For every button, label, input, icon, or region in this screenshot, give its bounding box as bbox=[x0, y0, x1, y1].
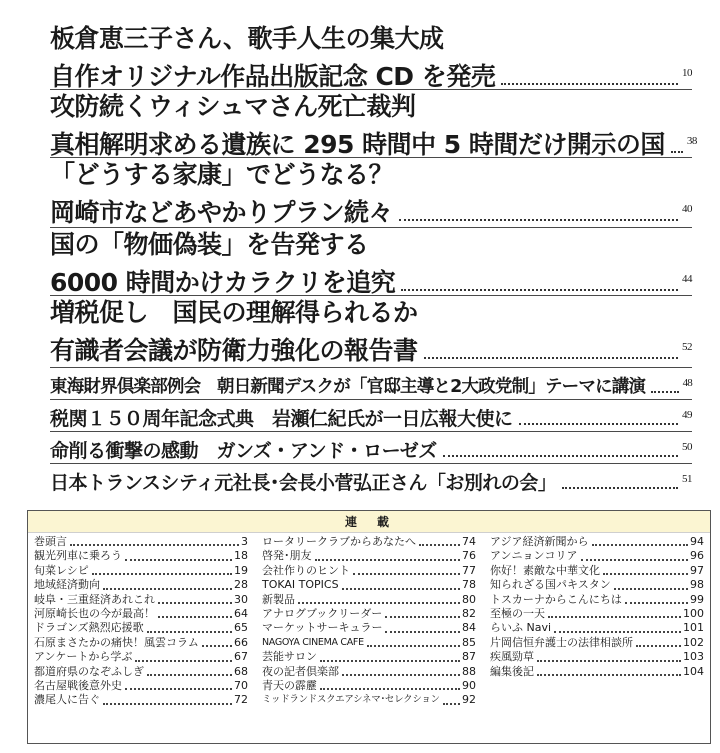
leader-dots bbox=[625, 602, 688, 604]
leader-dots bbox=[443, 455, 678, 457]
page-number: 77 bbox=[462, 563, 476, 577]
leader-dots bbox=[401, 289, 678, 291]
leader-dots bbox=[158, 616, 232, 618]
leader-dots bbox=[147, 674, 232, 676]
serial-item-title: TOKAI TOPICS bbox=[262, 578, 339, 592]
leader-dots bbox=[424, 357, 678, 359]
serial-item-title: ドラゴンズ熱烈応援歌 bbox=[34, 621, 144, 635]
toc-entry[interactable] bbox=[50, 368, 692, 400]
page-number: 66 bbox=[234, 635, 248, 649]
toc-title-line: 6000 時間かけカラクリを追究 44 bbox=[50, 262, 692, 300]
page-number: 101 bbox=[683, 621, 704, 635]
page-number: 76 bbox=[462, 549, 476, 563]
leader-dots bbox=[353, 573, 460, 575]
serial-item-title: マーケットサーキュラー bbox=[262, 621, 383, 635]
serial-item[interactable] bbox=[262, 693, 476, 707]
page-number: 65 bbox=[234, 621, 248, 635]
toc-title-line: 国の「物価偽装」を告発する bbox=[50, 230, 369, 259]
page-number: 99 bbox=[690, 592, 704, 606]
leader-dots bbox=[399, 219, 678, 221]
serial-item[interactable] bbox=[34, 564, 248, 578]
toc-entry[interactable] bbox=[50, 400, 692, 432]
toc-title-line: 命削る衝撃の感動 ガンズ・アンド・ローゼズ 50 bbox=[50, 432, 692, 466]
leader-dots bbox=[320, 688, 460, 690]
serial-item-title: 観光列車に乗ろう bbox=[34, 549, 122, 563]
page-number: 72 bbox=[234, 693, 248, 707]
serial-item-title: アンニョンコリア bbox=[490, 549, 578, 563]
toc-entry[interactable] bbox=[50, 296, 692, 368]
page-number: 78 bbox=[462, 578, 476, 592]
page-number: 67 bbox=[234, 650, 248, 664]
leader-dots bbox=[519, 423, 678, 425]
page-number: 74 bbox=[462, 535, 476, 548]
leader-dots bbox=[592, 544, 688, 546]
page-number: 96 bbox=[690, 549, 704, 563]
serial-item[interactable] bbox=[34, 693, 248, 707]
page-number: 87 bbox=[462, 650, 476, 664]
serial-item-title: アンケートから学ぶ bbox=[34, 650, 133, 664]
serial-item-title: アジア経済新聞から bbox=[490, 535, 589, 548]
toc-title-line: 真相解明求める遺族に 295 時間中 5 時間だけ開示の国 38 bbox=[50, 124, 692, 162]
toc-title-line: 「どうする家康」でどうなる？ bbox=[50, 160, 394, 189]
serial-item[interactable] bbox=[262, 549, 476, 563]
serial-item[interactable] bbox=[34, 593, 248, 607]
leader-dots bbox=[501, 83, 678, 85]
page-number: 38 bbox=[686, 135, 697, 147]
page-number: 85 bbox=[462, 635, 476, 649]
serial-item[interactable] bbox=[490, 593, 704, 607]
page-number: 82 bbox=[462, 607, 476, 621]
serial-item[interactable] bbox=[490, 636, 704, 650]
serial-item-title: 疾風勁草 bbox=[490, 650, 534, 664]
serial-item[interactable] bbox=[262, 607, 476, 621]
page-number: 49 bbox=[682, 409, 692, 421]
serial-item[interactable] bbox=[34, 549, 248, 563]
toc-title-line: 岡崎市などあやかりプラン続々 40 bbox=[50, 192, 692, 230]
page-number: 3 bbox=[241, 535, 248, 548]
serial-item[interactable] bbox=[262, 535, 476, 549]
serial-item[interactable] bbox=[34, 607, 248, 621]
serial-item-title: 你好！素敵な中華文化 bbox=[490, 563, 600, 577]
page-number: 104 bbox=[683, 664, 704, 678]
page-number: 97 bbox=[690, 563, 704, 577]
serial-item-title: NAGOYA CINEMA CAFE bbox=[262, 636, 364, 648]
leader-dots bbox=[385, 616, 460, 618]
serial-item[interactable] bbox=[34, 578, 248, 592]
leader-dots bbox=[92, 573, 232, 575]
leader-dots bbox=[419, 544, 460, 546]
toc-title-line: 自作オリジナル作品出版記念 CD を発売 10 bbox=[50, 56, 692, 94]
serial-item-title: らいふ Navi bbox=[490, 621, 552, 635]
leader-dots bbox=[342, 588, 460, 590]
serial-item-title: 地域経済動向 bbox=[34, 578, 100, 592]
toc-title-line: 板倉恵三子さん、歌手人生の集大成 bbox=[50, 24, 444, 53]
serial-item-title: 至極の一天 bbox=[490, 607, 545, 621]
page-number: 94 bbox=[690, 535, 704, 548]
leader-dots bbox=[320, 660, 460, 662]
toc-entry[interactable] bbox=[50, 464, 692, 498]
serial-item[interactable] bbox=[34, 621, 248, 635]
leader-dots bbox=[103, 703, 232, 705]
leader-dots bbox=[125, 559, 232, 561]
toc-entry[interactable] bbox=[50, 90, 697, 159]
toc-title-line: 日本トランスシティ元社長･会長小菅弘正さん「お別れの会」 51 bbox=[50, 464, 692, 498]
serial-item-title: ロータリークラブからあなたへ bbox=[262, 535, 416, 548]
page-number: 88 bbox=[462, 664, 476, 678]
serial-item-title: 会社作りのヒント bbox=[262, 563, 350, 577]
toc-title-line: 税関１５０周年記念式典 岩瀬仁紀氏が一日広報大使に 49 bbox=[50, 400, 692, 434]
leader-dots bbox=[298, 602, 460, 604]
page-number: 103 bbox=[683, 650, 704, 664]
serial-item-title: 河原崎长也の今が最高！ bbox=[34, 607, 155, 621]
leader-dots bbox=[135, 660, 232, 662]
serial-item[interactable] bbox=[262, 665, 476, 679]
toc-entry[interactable] bbox=[50, 432, 692, 464]
page-number: 51 bbox=[682, 473, 692, 485]
toc-entry[interactable] bbox=[50, 158, 692, 228]
serial-item[interactable] bbox=[262, 564, 476, 578]
page-number: 19 bbox=[234, 563, 248, 577]
leader-dots bbox=[70, 544, 239, 546]
toc-title-line: 有識者会議が防衛力強化の報告書 52 bbox=[50, 330, 692, 368]
serial-item[interactable] bbox=[490, 535, 704, 549]
page-number: 70 bbox=[234, 679, 248, 693]
leader-dots bbox=[537, 674, 681, 676]
serial-heading: 連 載 bbox=[28, 511, 710, 533]
toc-entry[interactable] bbox=[50, 22, 692, 90]
serial-item[interactable] bbox=[34, 535, 248, 549]
serial-item[interactable] bbox=[490, 549, 704, 563]
page-number: 64 bbox=[234, 607, 248, 621]
serial-item[interactable] bbox=[490, 665, 704, 679]
page-number: 18 bbox=[234, 549, 248, 563]
leader-dots bbox=[158, 602, 232, 604]
page-number: 98 bbox=[690, 578, 704, 592]
serial-item[interactable] bbox=[262, 650, 476, 664]
serial-item-title: 都道府県のなぞふしぎ bbox=[34, 664, 144, 678]
serial-item-title: 巻頭言 bbox=[34, 535, 67, 548]
page-number: 10 bbox=[682, 67, 692, 79]
leader-dots bbox=[537, 660, 681, 662]
leader-dots bbox=[103, 588, 232, 590]
page-number: 100 bbox=[683, 607, 704, 621]
serial-item[interactable] bbox=[490, 578, 704, 592]
toc-title-line: 攻防続くウィシュマさん死亡裁判 bbox=[50, 92, 416, 121]
serial-item-title: 啓発･朋友 bbox=[262, 549, 312, 563]
serial-item-title: 濃尾人に告ぐ bbox=[34, 693, 100, 707]
leader-dots bbox=[385, 631, 460, 633]
leader-dots bbox=[554, 631, 681, 633]
leader-dots bbox=[548, 616, 681, 618]
serial-item[interactable] bbox=[490, 564, 704, 578]
page-number: 50 bbox=[682, 441, 692, 453]
serial-item[interactable] bbox=[34, 636, 248, 650]
serial-column bbox=[490, 535, 704, 708]
leader-dots bbox=[581, 559, 688, 561]
leader-dots bbox=[651, 391, 678, 393]
serial-item[interactable] bbox=[262, 636, 476, 650]
serial-column bbox=[34, 535, 262, 708]
page-number: 102 bbox=[683, 635, 704, 649]
leader-dots bbox=[367, 645, 460, 647]
page-number: 28 bbox=[234, 578, 248, 592]
serial-item-title: 編集後記 bbox=[490, 664, 534, 678]
serial-item[interactable] bbox=[34, 679, 248, 693]
serial-item-title: 知られざる国パキスタン bbox=[490, 578, 611, 592]
leader-dots bbox=[147, 631, 232, 633]
serial-item-title: 新製品 bbox=[262, 592, 295, 606]
serial-item-title: ミッドランドスクエアシネマ･セレクション bbox=[262, 694, 440, 706]
serial-item-title: 芸能サロン bbox=[262, 650, 317, 664]
leader-dots bbox=[342, 674, 460, 676]
page-number: 44 bbox=[682, 273, 692, 285]
toc-title-line: 増税促し 国民の理解得られるか bbox=[50, 298, 418, 327]
serial-item[interactable] bbox=[34, 650, 248, 664]
serial-item[interactable] bbox=[262, 621, 476, 635]
serial-item[interactable] bbox=[34, 665, 248, 679]
page-number: 40 bbox=[682, 203, 692, 215]
page-number: 30 bbox=[234, 592, 248, 606]
serial-item-title: アナログブックリーダー bbox=[262, 607, 383, 621]
serial-box bbox=[27, 510, 711, 744]
leader-dots bbox=[614, 588, 688, 590]
serial-item-title: 夜の記者倶楽部 bbox=[262, 664, 339, 678]
page-number: 92 bbox=[462, 693, 476, 707]
serial-item[interactable] bbox=[490, 650, 704, 664]
serial-column bbox=[262, 535, 490, 708]
serial-item[interactable] bbox=[490, 607, 704, 621]
serial-item[interactable] bbox=[262, 679, 476, 693]
leader-dots bbox=[671, 151, 683, 153]
page-number: 52 bbox=[682, 341, 692, 353]
leader-dots bbox=[603, 573, 688, 575]
serial-item-title: 片岡信恒弁護士の法律相談所 bbox=[490, 635, 633, 649]
leader-dots bbox=[125, 688, 232, 690]
serial-item[interactable] bbox=[262, 578, 476, 592]
page-number: 80 bbox=[462, 592, 476, 606]
serial-item[interactable] bbox=[262, 593, 476, 607]
page-number: 90 bbox=[462, 679, 476, 693]
serial-item[interactable] bbox=[490, 621, 704, 635]
serial-item-title: 岐阜・三重経済あれこれ bbox=[34, 592, 155, 606]
leader-dots bbox=[562, 487, 678, 489]
serial-item-title: 青天の霹靂 bbox=[262, 679, 317, 693]
serial-item-title: トスカーナからこんにちは bbox=[490, 592, 622, 606]
page-number: 48 bbox=[682, 377, 692, 389]
serial-item-title: 石原まさたかの痛快！風雲コラム bbox=[34, 635, 199, 649]
leader-dots bbox=[315, 559, 461, 561]
toc-title-line: 東海財界倶楽部例会 朝日新聞デスクが「官邸主導と2大政党制」テーマに講演 48 bbox=[50, 368, 692, 402]
toc-entry[interactable] bbox=[50, 228, 692, 296]
serial-columns bbox=[28, 533, 710, 708]
leader-dots bbox=[443, 703, 460, 705]
serial-item-title: 名古屋戦後意外史 bbox=[34, 679, 122, 693]
leader-dots bbox=[636, 645, 681, 647]
page-number: 84 bbox=[462, 621, 476, 635]
leader-dots bbox=[202, 645, 232, 647]
page-number: 68 bbox=[234, 664, 248, 678]
serial-item-title: 旬菜レシピ bbox=[34, 563, 89, 577]
